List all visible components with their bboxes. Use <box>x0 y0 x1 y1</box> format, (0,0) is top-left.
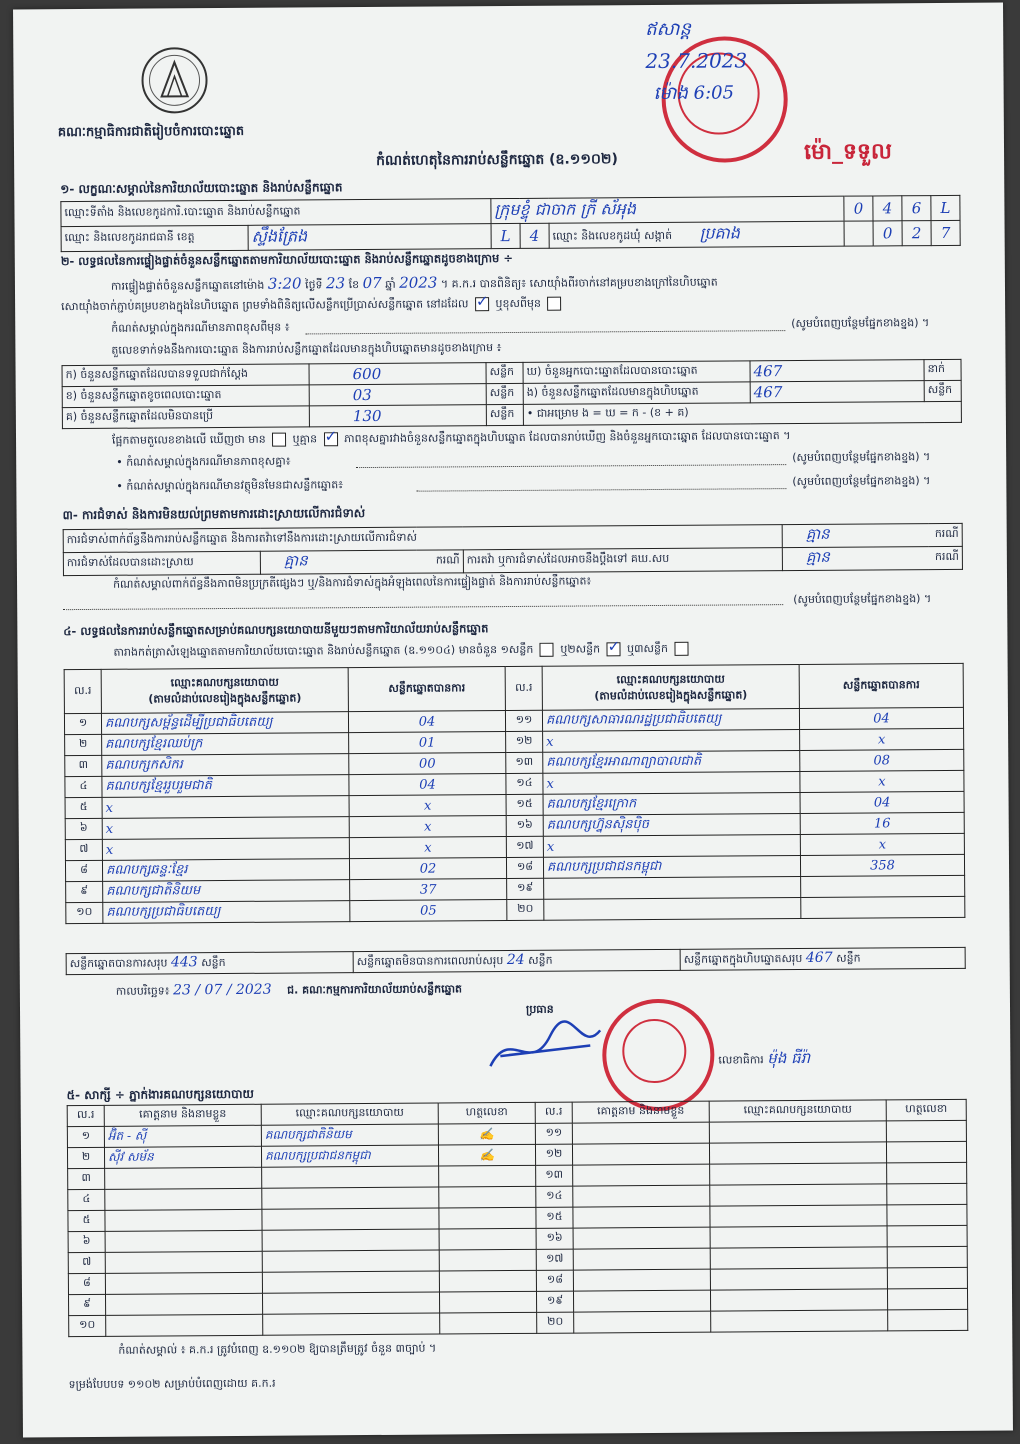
vote-party: គណបក្សខ្មែរឈប់ក្រ <box>105 735 203 752</box>
fig-a-unit: សន្លឹក <box>486 362 523 383</box>
date-line <box>116 980 462 999</box>
sheet-count-line <box>113 641 691 661</box>
sheet-count-text: តារាងកត់ត្រាសំឡេងឆ្នោតតាមការិយាល័យបោះឆ្នោត និងរាប់សន្លឹកឆ្នោត (ឧ.១១០៤) មានចំនួន ១សន្លឹក <box>113 642 534 659</box>
vote-no: ១១ <box>515 712 533 726</box>
vote-party: x <box>546 776 554 792</box>
three-sheet-checkbox[interactable] <box>674 642 688 656</box>
stamp-time: ម៉ោង 6:05 <box>653 82 735 105</box>
witness-no: ៣ <box>81 1170 91 1185</box>
fig-e-value: 467 <box>753 383 783 402</box>
total-valid-value: 443 <box>170 954 198 971</box>
witness-no: ១០ <box>79 1317 96 1332</box>
total-invalid-label: សន្លឹកឆ្នោតមិនបានការពេលរាប់សរុប <box>356 954 504 969</box>
chair-label: ប្រធាន <box>525 1002 554 1016</box>
location-code-2: 4 <box>873 196 902 221</box>
vote-no: ១៣ <box>515 754 534 768</box>
resolved-value: គ្មាន <box>283 551 308 570</box>
bullet-discrepancy: • កំណត់សម្គាល់ក្នុងករណីមានភាពខុសគ្នា៖ <box>116 454 291 469</box>
vote-count: 16 <box>873 815 891 831</box>
vote-count: 04 <box>873 710 890 726</box>
commission-name: គណៈកម្មាធិការជាតិរៀបចំការបោះឆ្នោត <box>57 123 245 141</box>
vote-no: ១ <box>78 715 88 730</box>
objections-row1-label: ការជំទាស់ពាក់ព័ន្ធនឹងការរាប់សន្លឹកឆ្នោត និងការតវ៉ាទៅនឹងការដោះស្រាយលើការជំទាស់ <box>63 525 782 553</box>
vote-party: គណបក្សខ្មែរក្រោក <box>546 795 637 812</box>
verification-line <box>111 273 718 295</box>
vote-no: ៨ <box>80 862 88 877</box>
verification-year: 2023 <box>399 273 438 292</box>
secretary-name: ម៉ុង ធីរ៉ា <box>767 1048 811 1068</box>
stamp-date: 23.7.2023 <box>645 48 748 74</box>
vote-no: ៩ <box>80 883 89 898</box>
witness-no: ៨ <box>82 1275 91 1290</box>
vote-party: គណបក្សកសិករ <box>105 756 183 773</box>
fig-c-value: 130 <box>352 406 382 426</box>
vote-party: គណបក្សសម្ព័ន្ធដើម្បីប្រជាធិបតេយ្យ <box>104 714 273 731</box>
commune-label: ឈ្មោះ និងលេខកូដឃុំ សង្កាត់ <box>552 228 673 243</box>
one-sheet-checkbox[interactable] <box>540 643 554 657</box>
day-label: ថ្ងៃទី <box>305 278 323 292</box>
fig-formula: • ជាអម្រោម ង = ឃ = ក - (ខ + គ) <box>523 401 961 425</box>
witness-no: ២០ <box>547 1314 564 1328</box>
vote-no: ១៨ <box>516 859 534 873</box>
province-label: ឈ្មោះ និងលេខកូដរាជធានី ខេត្ត <box>61 225 248 251</box>
vote-party: គណបក្សប្រជាធិបតេយ្យ <box>106 903 221 920</box>
received-note: ម៉ោ_ទទួល <box>803 138 892 165</box>
vote-count: 01 <box>418 735 436 751</box>
location-value: ក្រុមខ្ទុំ ជាចាក ក្រី ស័អុង <box>494 199 637 220</box>
section4-heading: ៤- លទ្ធផលនៃការរាប់សន្លឹកឆ្នោតសម្រាប់គណបក្សនយោបាយនីមួយៗតាមការិយាល័យរាប់សន្លឹកឆ្នោត <box>63 621 489 639</box>
discrepancy-text-tail: ភាពខុសគ្នារវាងចំនួនសន្លឹកឆ្នោតក្នុងហិបឆ្នោត ដែលបានរាប់ឃើញ និងចំនួនអ្នកបោះឆ្នោត ដែលបានបោះឆ្នោត ។ <box>344 429 791 446</box>
province-value: ស្ទឹងត្រែង <box>251 226 308 246</box>
col-votes-right: សន្លឹកឆ្នោតបានការ <box>799 663 963 708</box>
total-box-value: 467 <box>805 949 833 966</box>
footer-note: កំណត់សម្គាល់ ៖ គ.ក.រ ត្រូវបំពេញ ឧ.១១០២ ឱ្យបានត្រឹមត្រូវ ចំនួន ៣ច្បាប់ ។ <box>118 1341 437 1357</box>
appeal-unit: ករណី <box>929 546 963 569</box>
vote-no: ១៧ <box>516 838 534 852</box>
witness-table <box>67 1099 969 1337</box>
witness-no: ១១ <box>545 1125 563 1139</box>
vote-party: គណបក្សខ្មែរអាណាព្យាបាលជាតិ <box>546 753 702 770</box>
chair-signature-icon <box>480 1015 610 1086</box>
vote-no: ៣ <box>78 757 89 772</box>
witness-signature: ✍ <box>479 1127 495 1142</box>
witness-no: ១៩ <box>546 1293 564 1307</box>
irregularities-note: កំណត់សម្គាល់ពាក់ព័ន្ធនឹងភាពមិនប្រក្រតីផ្សេងៗ ឬ/និងការជំទាស់ក្នុងអំឡុងពេលនៃការផ្ទៀងផ្ទាត់ និងការរាប់សន្លឹកឆ្នោត៖ <box>112 574 592 591</box>
witness-name: អ៊ិត - ស៊ី <box>107 1128 147 1143</box>
fig-b-unit: សន្លឹក <box>486 383 523 404</box>
vote-count: 05 <box>419 903 437 919</box>
vote-count: 04 <box>873 794 891 810</box>
objections-table <box>63 523 963 576</box>
vote-no: ១៩ <box>517 880 534 894</box>
irregularities-hint: (សូមបំពេញបន្ថែមផ្នែកខាងខ្នង) ។ <box>793 592 932 607</box>
has-discrepancy-checkbox[interactable] <box>272 433 286 447</box>
verification-day: 23 <box>325 274 346 293</box>
bullet-hint-2: (សូមបំពេញបន្ថែមផ្នែកខាងខ្នង) ។ <box>792 474 931 489</box>
vote-party: គណបក្សខ្មែររួបរួមជាតិ <box>105 777 212 794</box>
vote-party: x <box>546 734 554 750</box>
location-code-1: 0 <box>844 196 873 221</box>
changed-checkbox[interactable] <box>547 297 561 311</box>
vote-no: ១៤ <box>516 775 533 789</box>
commune-code-3: 7 <box>931 220 960 245</box>
location-label: ឈ្មោះទីតាំង និងលេខកូដការិ.បោះឆ្នោត និងរាប់សន្លឹកឆ្នោត <box>61 199 491 227</box>
w-col-party-left: ឈ្មោះគណបក្សនយោបាយ <box>261 1103 438 1125</box>
witness-no: ៧ <box>82 1254 92 1269</box>
col-no-left: ល.រ <box>64 669 101 713</box>
vote-no: ៥ <box>79 799 88 814</box>
bullet-hint-1: (សូមបំពេញបន្ថែមផ្នែកខាងខ្នង) ។ <box>792 450 931 465</box>
witness-no: ៥ <box>82 1212 91 1227</box>
witness-no: ៩ <box>83 1296 91 1311</box>
witness-no: ១៦ <box>546 1230 563 1244</box>
verification-time: 3:20 <box>267 274 302 293</box>
vote-no: ៧ <box>79 841 89 856</box>
bullet-foreign-object: • កំណត់សម្គាល់ក្នុងករណីមានវត្ថុមិនមែនជាសន្លឹកឆ្នោត៖ <box>116 478 344 493</box>
fig-d-label: ឃ) ចំនួនអ្នកបោះឆ្នោតដែលបានបោះឆ្នោត <box>523 361 750 384</box>
vote-party: x <box>105 800 113 816</box>
changed-label: ឬខុសពីមុន <box>495 296 541 311</box>
fig-e-label: ង) ចំនួនសន្លឹកឆ្នោតដែលមានក្នុងហិបឆ្នោត <box>523 382 750 405</box>
vote-count: 02 <box>419 861 437 877</box>
objections-row1-value: គ្មាន <box>805 524 830 543</box>
location-code-4: L <box>931 195 960 220</box>
total-box-unit: សន្លឹក <box>836 951 861 965</box>
vote-count: x <box>424 840 432 856</box>
w-col-sign-right: ហត្ថលេខា <box>886 1099 966 1121</box>
col-party-right: ឈ្មោះគណបក្សនយោបាយ <box>616 672 725 686</box>
change-note-hint: (សូមបំពេញបន្ថែមផ្នែកខាងខ្នង) ។ <box>791 316 930 331</box>
discrepancy-line <box>112 428 791 449</box>
committee-seal-inner <box>622 1019 686 1083</box>
month-label: ខែ <box>348 278 360 292</box>
station-id-table <box>60 195 960 252</box>
col-party-sub-right: (តាមលំដាប់លេខរៀងក្នុងសន្លឹកឆ្នោត) <box>594 687 748 702</box>
section5-heading: ៥- សាក្សី ÷ ភ្នាក់ងារគណបក្សនយោបាយ <box>66 1086 255 1103</box>
vote-totals-table <box>66 947 966 975</box>
verification-prefix: ការផ្ទៀងផ្ទាត់ចំនួនសន្លឹកឆ្នោតនៅម៉ោង <box>110 278 265 293</box>
w-col-sign-left: ហត្ថលេខា <box>438 1102 535 1124</box>
vote-party: គណបក្សជាតិនិយម <box>106 882 201 899</box>
col-no-right: ល.រ <box>505 666 542 710</box>
vote-count: 04 <box>419 777 436 793</box>
w-col-name-left: គោត្តនាម និងនាមខ្លួន <box>104 1104 261 1126</box>
col-votes-left: សន្លឹកឆ្នោតបានការ <box>348 667 505 712</box>
w-col-no-left: ល.រ <box>67 1105 104 1126</box>
witness-no: ៦ <box>82 1233 91 1248</box>
total-invalid-unit: សន្លឹក <box>528 953 553 967</box>
w-col-no-right: ល.រ <box>535 1102 572 1123</box>
year-label: ឆ្នាំ <box>385 277 396 291</box>
fig-e-unit: សន្លឹក <box>924 380 961 401</box>
form-title: កំណត់ហេតុនៃការរាប់សន្លឹកឆ្នោត (ឧ.១១០២) <box>376 151 618 169</box>
vote-no: ១៥ <box>516 796 533 810</box>
unchanged-checkbox[interactable] <box>475 297 489 311</box>
vote-no: ៤ <box>79 778 88 793</box>
stamp-received-by: ឥសាន្ត <box>645 18 691 41</box>
location-code-3: 6 <box>902 196 931 221</box>
witness-no: ១៤ <box>546 1188 563 1202</box>
vote-party: x <box>105 842 114 858</box>
vote-no: ៦ <box>79 820 88 835</box>
witness-signature: ✍ <box>479 1148 495 1163</box>
commune-code-1: 0 <box>873 221 902 246</box>
secretary-label: លេខាធិការ <box>718 1053 764 1067</box>
witness-no: ១៨ <box>546 1272 564 1286</box>
fig-c-unit: សន្លឹក <box>486 404 523 425</box>
verification-month: 07 <box>362 273 382 293</box>
vote-party: គណបក្សហ្វ៊ុនស៊ិនប៉ិច <box>546 816 650 833</box>
vote-no: ២ <box>78 736 88 751</box>
vote-count: x <box>424 819 432 835</box>
witness-no: ១ <box>81 1128 91 1143</box>
vote-count: 37 <box>419 882 437 898</box>
vote-party: x <box>105 821 114 837</box>
witness-no: ១៥ <box>546 1209 563 1223</box>
vote-count: 08 <box>873 752 891 768</box>
w-col-name-right: គោត្តនាម និងនាមខ្លួន <box>572 1101 709 1123</box>
section1-heading: ១- លក្ខណៈសម្គាល់នៃការិយាល័យបោះឆ្នោត និងរាប់សន្លឹកឆ្នោត <box>60 180 343 197</box>
vote-count: x <box>878 773 886 789</box>
section2-heading: ២- លទ្ធផលនៃការផ្ទៀងផ្ទាត់ចំនួនសន្លឹកឆ្នោតតាមការិយាល័យបោះឆ្នោត និងរាប់សន្លឹកឆ្នោតដូចខាងក្រោម ÷ <box>60 250 513 269</box>
seal-check-text: សោយ៉ាំងចាក់ភ្ជាប់គម្របខាងក្នុងនៃហិបឆ្នោត ព្រមទាំងពិនិត្យលើសន្លឹកប្រើប្រាស់សន្លឹកឆ្នោត នៅដដែល <box>61 297 469 314</box>
col-party-sub-left: (តាមលំដាប់លេខរៀងក្នុងសន្លឹកឆ្នោត) <box>148 690 302 706</box>
witness-no: ១៣ <box>545 1167 564 1181</box>
fig-a-value: 600 <box>352 364 382 384</box>
total-valid-unit: សន្លឹក <box>201 956 226 970</box>
angkor-emblem-icon <box>139 44 210 116</box>
resolved-unit: ករណី <box>417 550 463 573</box>
seal-check-line <box>61 296 564 316</box>
vote-party: x <box>546 839 555 855</box>
ballot-count-form <box>13 3 1013 1438</box>
vote-no: ២០ <box>517 901 534 915</box>
total-invalid-value: 24 <box>506 951 525 969</box>
fig-a-label: ក) ចំនួនសន្លឹកឆ្នោតដែលបានទទួលជាក់ស្តែង <box>62 364 309 387</box>
fig-b-label: ខ) ចំនួនសន្លឹកឆ្នោតខូចពេលបោះឆ្នោត <box>62 385 309 408</box>
section3-heading: ៣- ការជំទាស់ និងការមិនយល់ព្រមតាមការដោះស្រាយលើការជំទាស់ <box>62 506 366 523</box>
form-version: ទម្រង់បែបបទ ១១០២ សម្រាប់បំពេញដោយ គ.ក.រ <box>68 1376 276 1392</box>
witness-no: ១៧ <box>546 1251 564 1265</box>
witness-no: ៤ <box>82 1191 91 1206</box>
no-discrepancy-checkbox[interactable] <box>324 432 338 446</box>
vote-party: គណបក្សសាធារណរដ្ឋប្រជាធិបតេយ្យ <box>545 711 722 728</box>
vote-count: x <box>878 836 887 852</box>
witness-no: ២ <box>81 1149 91 1164</box>
three-sheet-label: ឬ៣សន្លឹក <box>627 641 668 656</box>
two-sheet-label: ឬ២សន្លឹក <box>560 642 601 656</box>
no-discrepancy-label: ឬគ្មាន <box>292 432 318 446</box>
witness-party: គណបក្សជាតិនិយម <box>264 1127 352 1142</box>
vote-count: x <box>423 798 432 814</box>
vote-no: ១៦ <box>516 817 533 831</box>
signed-by: ជ. គណៈកម្មការការិយាល័យរាប់សន្លឹកឆ្នោត <box>287 982 463 997</box>
ballot-figures-table <box>62 359 962 429</box>
total-box-label: សន្លឹកឆ្នោតក្នុងហិបឆ្នោតសរុប <box>683 951 803 966</box>
date-label: កាលបរិច្ឆេទ៖ <box>115 984 170 998</box>
resolved-label: ការជំទាស់ដែលបានដោះស្រាយ <box>63 551 260 575</box>
change-note-label: កំណត់សម្គាល់ក្នុងករណីមានភាពខុសពីមុន ៖ <box>111 320 290 335</box>
vote-party: គណបក្សប្រជាជនកម្ពុជា <box>546 858 662 875</box>
figures-intro: តួលេខទាក់ទងនឹងការបោះឆ្នោត និងការរាប់សន្លឹកឆ្នោតដែលមានក្នុងហិបឆ្នោតមានដូចខាងក្រោម ៖ <box>111 341 502 357</box>
col-party-left: ឈ្មោះគណបក្សនយោបាយ <box>170 675 279 689</box>
fig-d-value: 467 <box>753 362 783 381</box>
province-code-2: 4 <box>520 223 549 248</box>
fig-d-unit: នាក់ <box>924 359 961 380</box>
province-code-1: L <box>491 223 520 248</box>
discrepancy-text: ផ្អែកតាមតួលេខខាងលើ ឃើញថា មាន <box>111 432 266 447</box>
commune-code-2: 2 <box>902 221 931 246</box>
w-col-party-right: ឈ្មោះគណបក្សនយោបាយ <box>709 1100 886 1122</box>
objections-row1-unit: ករណី <box>929 523 963 546</box>
witness-party: គណបក្សប្រជាជនកម្ពុជា <box>264 1148 371 1163</box>
appeal-label: ការតវ៉ា ឬការជំទាស់ដែលអាចនឹងប្តឹងទៅ គឃ.សប <box>463 548 782 573</box>
appeal-value: គ្មាន <box>805 547 830 566</box>
commune-value: ប្រគាង <box>699 223 740 243</box>
secretary-line <box>718 1050 810 1069</box>
vote-no: ១០ <box>76 904 93 919</box>
two-sheet-checkbox[interactable] <box>607 642 621 656</box>
verification-suffix: ។ គ.ក.រ បានពិនិត្យ៖ សោយ៉ាំងពីរចាក់នៅគម្របខាងក្រៅនៃហិបឆ្នោត <box>440 275 718 291</box>
fig-c-label: គ) ចំនួនសន្លឹកឆ្នោតដែលមិនបានប្រើ <box>62 406 309 429</box>
date-value: 23 / 07 / 2023 <box>173 981 272 999</box>
vote-count: 04 <box>418 714 436 730</box>
vote-count: 00 <box>418 756 436 772</box>
vote-count: x <box>877 731 886 747</box>
party-votes-table <box>64 663 966 924</box>
vote-party: គណបក្សឆន្ទៈខ្មែរ <box>105 861 188 878</box>
witness-no: ១២ <box>545 1146 563 1160</box>
vote-count: 358 <box>870 857 895 874</box>
witness-name: ស៊ីវ សម័ន <box>107 1149 154 1164</box>
fig-b-value: 03 <box>352 385 372 405</box>
vote-no: ១២ <box>515 733 533 747</box>
total-valid-label: សន្លឹកឆ្នោតបានការសរុប <box>69 956 168 971</box>
